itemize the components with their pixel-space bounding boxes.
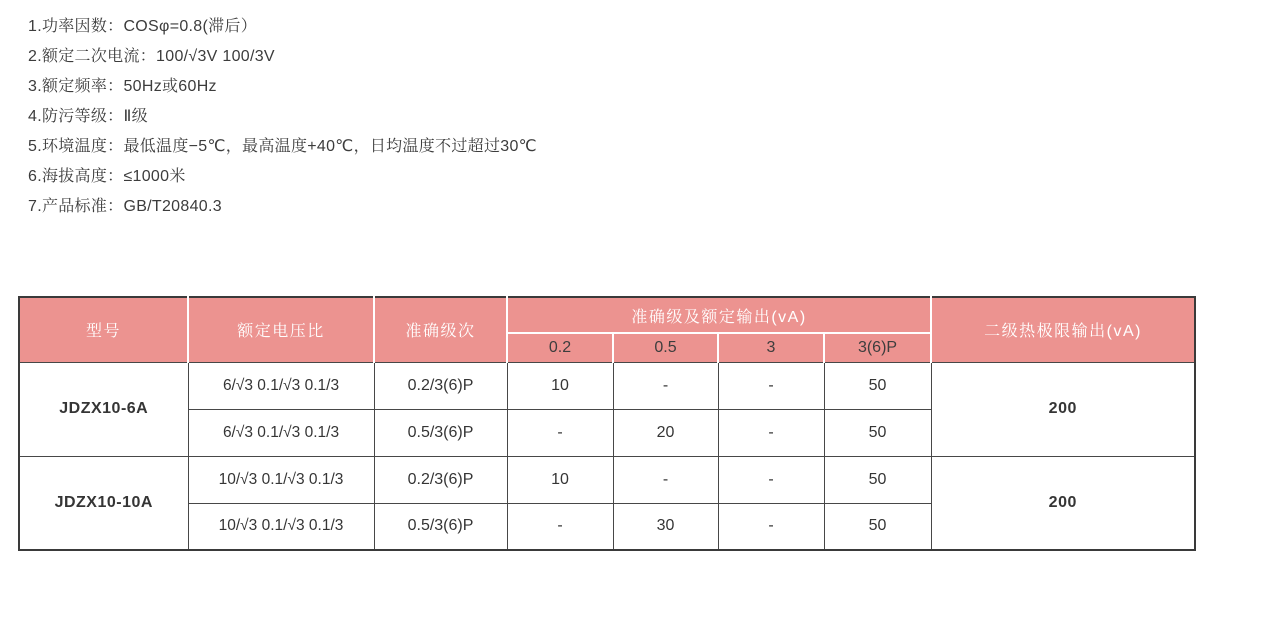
spec-item-pollution-class: 4.防污等级：Ⅱ级 <box>28 108 148 125</box>
accuracy-class-cell: 0.5/3(6)P <box>374 409 507 456</box>
table-row <box>19 362 1195 409</box>
spec-item-secondary-current: 2.额定二次电流：100/√3V 100/3V <box>28 48 275 65</box>
spec-item-power-factor: 1.功率因数：COSφ=0.8(滞后） <box>28 18 258 35</box>
thermal-limit-cell: 200 <box>931 456 1195 550</box>
subheader-3-6-p: 3(6)P <box>824 333 931 362</box>
header-accuracy-output-group: 准确级及额定输出(vA) <box>507 297 931 333</box>
output-cell: - <box>718 503 824 550</box>
output-cell: 10 <box>507 362 613 409</box>
subheader-0-5: 0.5 <box>613 333 718 362</box>
accuracy-class-cell: 0.2/3(6)P <box>374 362 507 409</box>
header-thermal-limit: 二级热极限输出(vA) <box>931 297 1195 362</box>
output-cell: 50 <box>824 456 931 503</box>
header-voltage-ratio: 额定电压比 <box>188 297 374 362</box>
spec-item-ambient-temperature: 5.环境温度：最低温度−5℃，最高温度+40℃，日均温度不过超过30℃ <box>28 138 537 155</box>
voltage-ratio-cell: 10/√3 0.1/√3 0.1/3 <box>188 456 374 503</box>
voltage-ratio-cell: 6/√3 0.1/√3 0.1/3 <box>188 362 374 409</box>
subheader-3: 3 <box>718 333 824 362</box>
voltage-ratio-cell: 10/√3 0.1/√3 0.1/3 <box>188 503 374 550</box>
output-cell: - <box>613 456 718 503</box>
header-model: 型号 <box>19 297 188 362</box>
output-cell: 30 <box>613 503 718 550</box>
output-cell: 10 <box>507 456 613 503</box>
header-accuracy-class: 准确级次 <box>374 297 507 362</box>
model-cell: JDZX10-10A <box>19 456 188 550</box>
output-cell: 20 <box>613 409 718 456</box>
spec-item-product-standard: 7.产品标准：GB/T20840.3 <box>28 198 222 215</box>
output-cell: - <box>507 409 613 456</box>
table-row <box>19 456 1195 503</box>
output-cell: - <box>718 362 824 409</box>
output-cell: 50 <box>824 362 931 409</box>
accuracy-class-cell: 0.2/3(6)P <box>374 456 507 503</box>
output-cell: - <box>507 503 613 550</box>
output-cell: - <box>718 409 824 456</box>
spec-table-wrapper <box>18 296 1194 551</box>
subheader-0-2: 0.2 <box>507 333 613 362</box>
voltage-ratio-cell: 6/√3 0.1/√3 0.1/3 <box>188 409 374 456</box>
output-cell: 50 <box>824 503 931 550</box>
spec-list <box>28 12 537 222</box>
spec-item-rated-frequency: 3.额定频率：50Hz或60Hz <box>28 78 217 95</box>
model-cell: JDZX10-6A <box>19 362 188 456</box>
spec-table <box>18 296 1196 551</box>
output-cell: - <box>613 362 718 409</box>
thermal-limit-cell: 200 <box>931 362 1195 456</box>
accuracy-class-cell: 0.5/3(6)P <box>374 503 507 550</box>
output-cell: - <box>718 456 824 503</box>
spec-item-altitude: 6.海拔高度：≤1000米 <box>28 168 186 185</box>
output-cell: 50 <box>824 409 931 456</box>
